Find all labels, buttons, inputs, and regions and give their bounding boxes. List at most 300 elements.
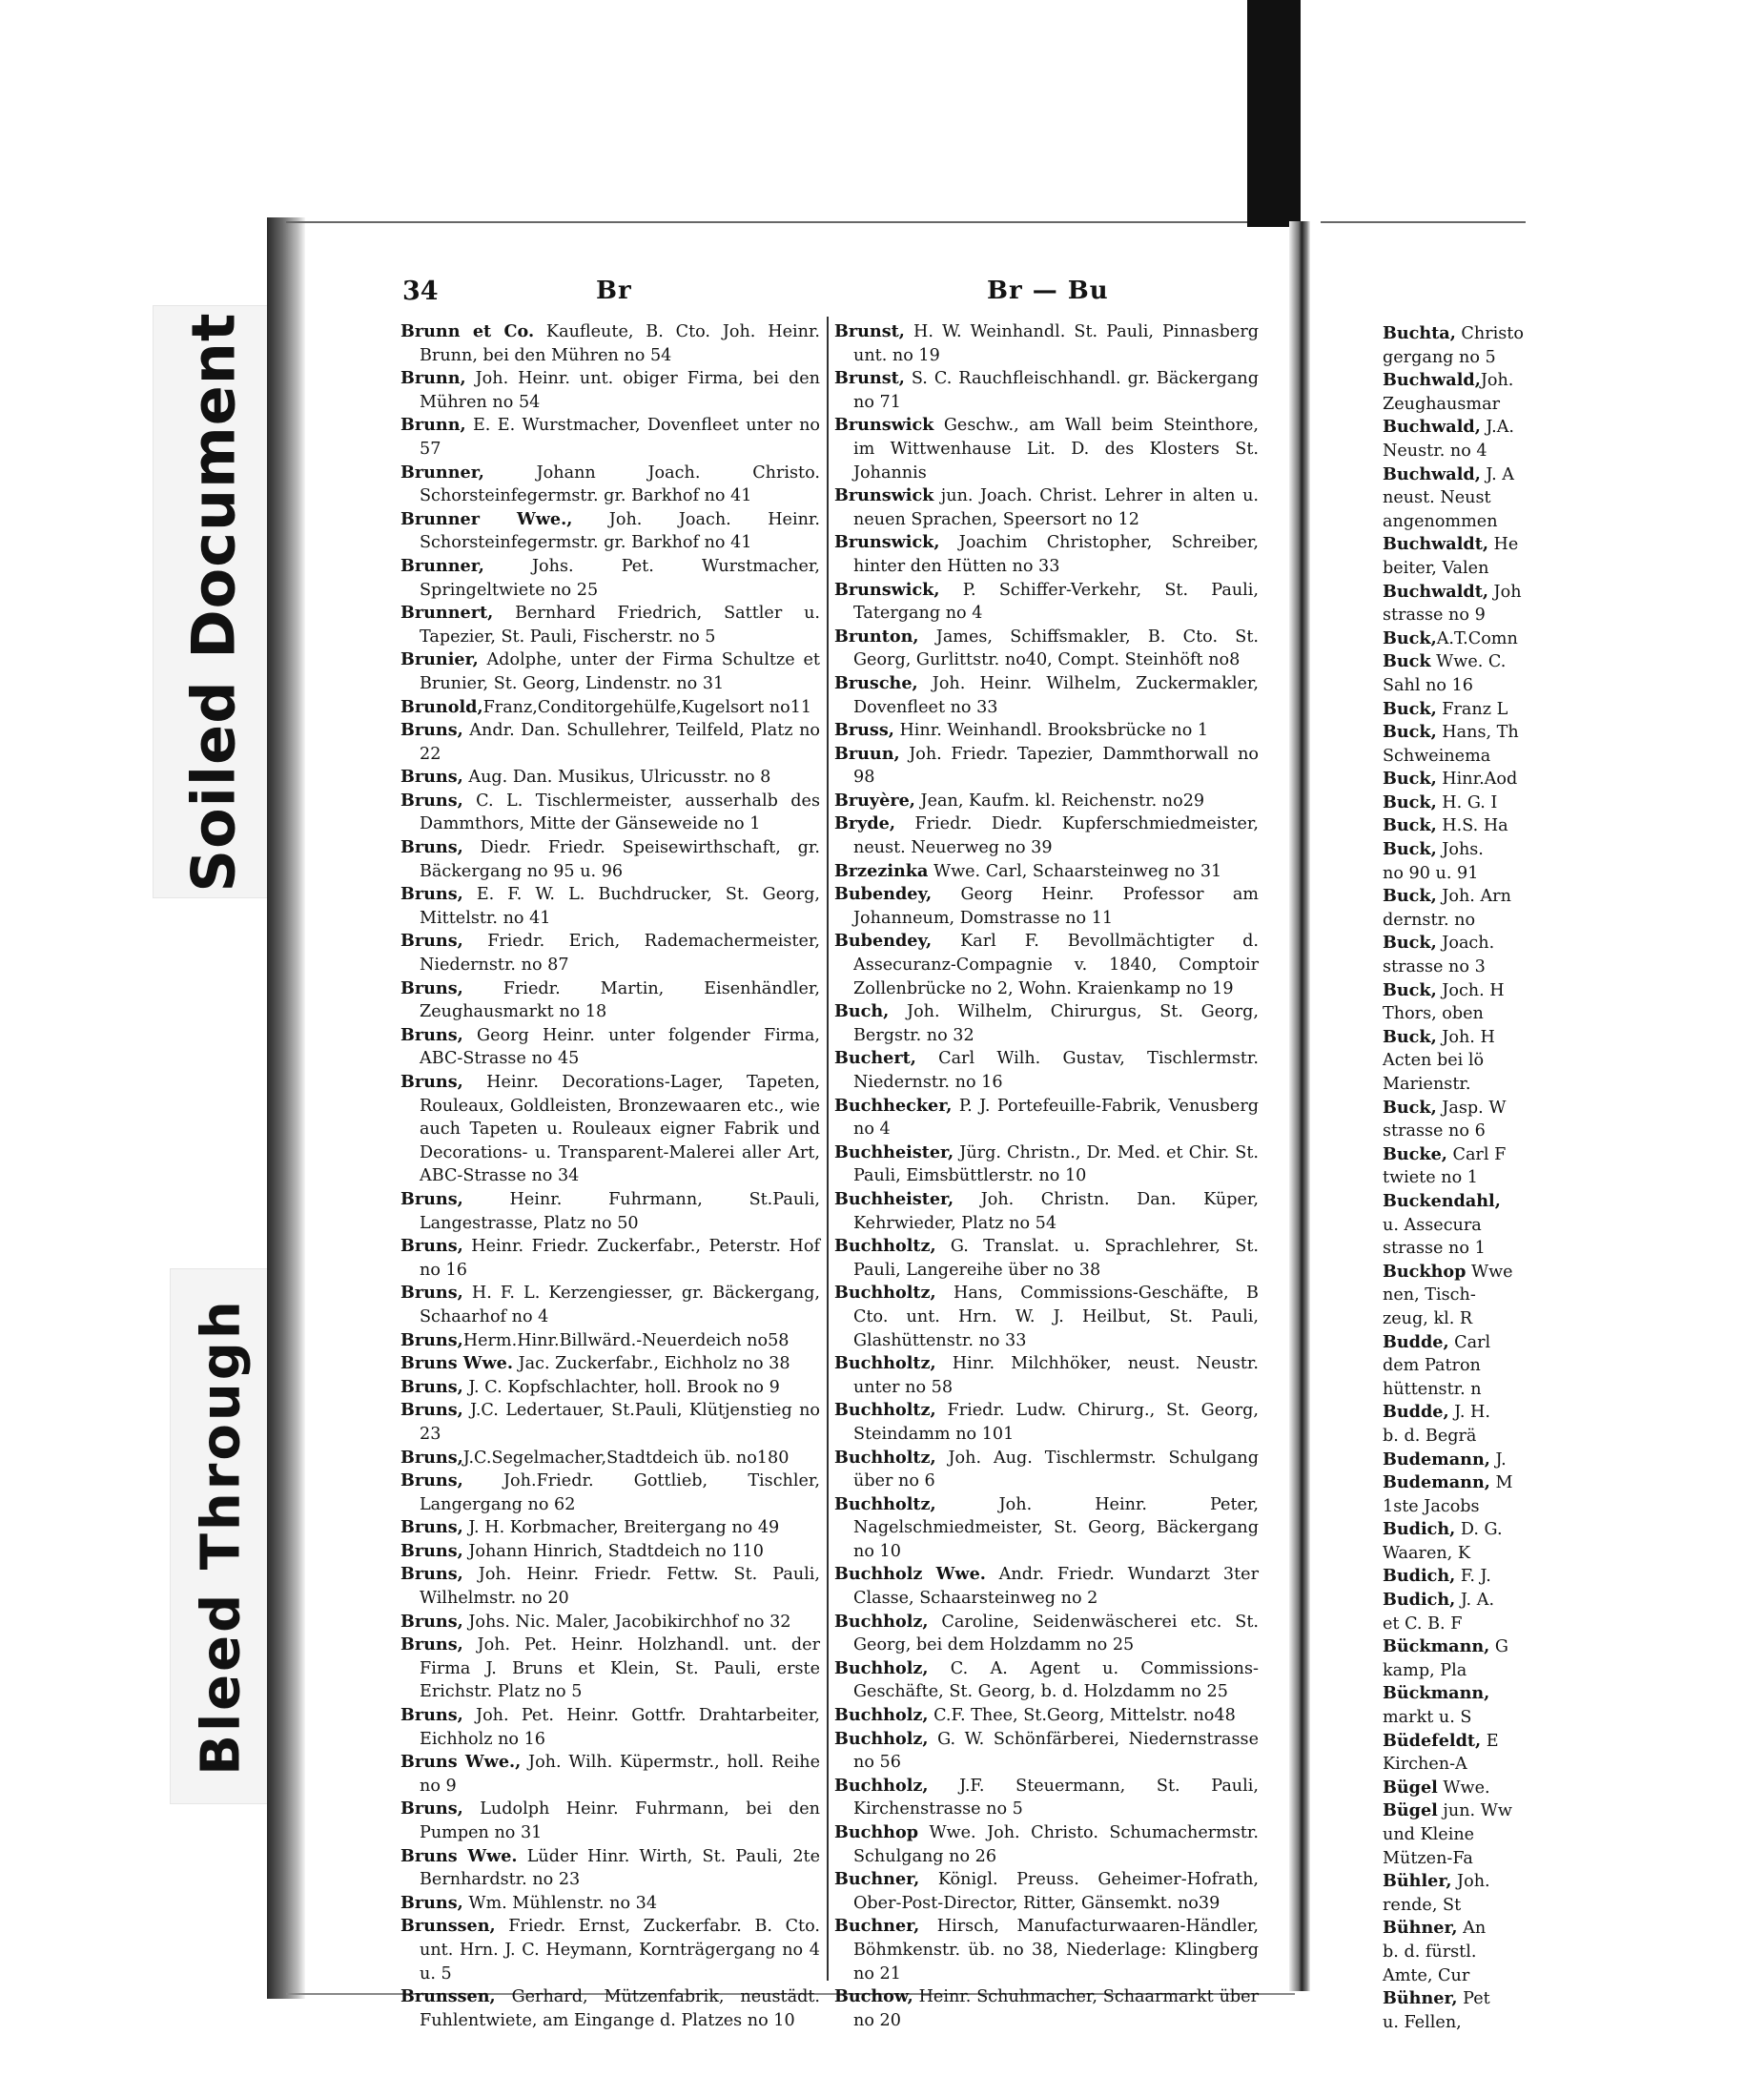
directory-entry xyxy=(834,1657,1259,1704)
entry-details: rende, St xyxy=(1383,1895,1462,1915)
directory-entry xyxy=(834,743,1259,790)
directory-entry xyxy=(834,1188,1259,1235)
directory-entry xyxy=(1383,1120,1764,1143)
directory-entry xyxy=(400,1798,820,1844)
directory-entry xyxy=(1383,650,1764,674)
left-column xyxy=(400,320,820,2032)
directory-entry xyxy=(1383,1964,1764,1988)
entry-name: Buck, xyxy=(1383,979,1437,1000)
entry-details: D. G. xyxy=(1455,1520,1503,1540)
entry-name: Bruns, xyxy=(400,1705,463,1726)
entry-name: Buckhop xyxy=(1383,1261,1467,1282)
entry-name: Brunnert, xyxy=(400,603,494,624)
directory-entry xyxy=(1383,1847,1764,1871)
entry-name: Buchholz, xyxy=(834,1657,929,1678)
directory-entry xyxy=(400,1399,820,1446)
entry-details: E xyxy=(1481,1731,1499,1751)
entry-name: Brunswick xyxy=(834,485,934,506)
entry-name: Buchwald, xyxy=(1383,463,1481,484)
directory-entry xyxy=(400,1540,820,1564)
directory-entry xyxy=(1383,1777,1764,1800)
entry-name: Buchholtz, xyxy=(834,1400,936,1421)
entry-name: Buchholtz, xyxy=(834,1447,936,1468)
directory-entry xyxy=(1383,1730,1764,1754)
entry-name: Buchwald, xyxy=(1383,370,1481,391)
entry-details: Heinr. Decorations-Lager, Tapeten, Rouleaux, Goldleisten, Bronzewaaren etc., wie auch Tapeten u. Rouleaux eigner Fabrik und Decorations- u. Transparent-Malerei aller Art, ABC-Strasse no 34 xyxy=(420,1073,820,1186)
entry-details: Joh. Heinr. Wilhelm, Zuckermakler, Dovenfleet no 33 xyxy=(853,673,1259,717)
directory-entry xyxy=(400,1024,820,1071)
entry-name: Buck, xyxy=(1383,722,1437,743)
directory-entry xyxy=(400,462,820,508)
directory-entry xyxy=(1383,1026,1764,1050)
entry-name: Büdefeldt, xyxy=(1383,1730,1482,1751)
entry-name: Buchwaldt, xyxy=(1383,581,1488,602)
entry-name: Buck, xyxy=(1383,627,1437,648)
directory-entry xyxy=(834,414,1259,484)
entry-details: James, Schiffsmakler, B. Cto. St. Georg, Gurlittstr. no40, Compt. Steinhöft no8 xyxy=(853,627,1259,670)
entry-details: P. Schiffer-Verkehr, St. Pauli, Tatergang no 4 xyxy=(853,580,1259,624)
entry-name: Buchhecker, xyxy=(834,1095,953,1116)
directory-entry xyxy=(834,1235,1259,1282)
directory-entry xyxy=(1383,1987,1764,2011)
entry-name: Brunssen, xyxy=(400,1916,496,1937)
entry-details: Jac. Zuckerfabr., Eichholz no 38 xyxy=(512,1354,790,1374)
entry-details: E. F. W. L. Buchdrucker, St. Georg, Mittelstr. no 41 xyxy=(420,885,820,928)
entry-details: Aug. Dan. Musikus, Ulricusstr. no 8 xyxy=(462,768,771,788)
entry-name: Buchholtz, xyxy=(834,1353,936,1374)
directory-entry xyxy=(400,1751,820,1798)
directory-entry xyxy=(1383,510,1764,534)
entry-details: Joachim Christopher, Schreiber, hinter den Hütten no 33 xyxy=(853,533,1259,576)
facing-page xyxy=(1321,221,1526,2032)
directory-entry xyxy=(1383,674,1764,698)
entry-name: Buch, xyxy=(834,1001,890,1022)
entry-name: Buchholtz, xyxy=(834,1493,936,1514)
entry-name: Budich, xyxy=(1383,1590,1456,1611)
entry-name: Brunswick xyxy=(834,415,934,436)
directory-entry xyxy=(1383,1917,1764,1941)
entry-details: Georg Heinr. Professor am Johanneum, Domstrasse no 11 xyxy=(853,885,1259,928)
directory-entry xyxy=(1383,1894,1764,1918)
entry-details: strasse no 3 xyxy=(1383,957,1486,977)
directory-entry xyxy=(1383,627,1764,651)
entry-details: Geschw., am Wall beim Steinthore, im Wittwenhause Lit. D. des Klosters St. Johannis xyxy=(853,416,1259,483)
directory-entry xyxy=(400,1634,820,1704)
entry-details: C. A. Agent u. Commissions-Geschäfte, St. Georg, b. d. Holzdamm no 25 xyxy=(853,1658,1259,1702)
right-column xyxy=(834,320,1259,2032)
directory-entry xyxy=(400,1329,820,1353)
directory-entry xyxy=(834,790,1259,813)
directory-entry xyxy=(1383,862,1764,886)
entry-name: Bruns Wwe. xyxy=(400,1353,513,1374)
entry-details: neust. Neust xyxy=(1383,488,1491,508)
directory-entry xyxy=(1383,1002,1764,1026)
entry-details: Mützen-Fa xyxy=(1383,1848,1473,1868)
entry-details: Andr. Dan. Schullehrer, Teilfeld, Platz no 22 xyxy=(420,721,820,764)
directory-entry xyxy=(1383,1378,1764,1402)
entry-details: An xyxy=(1457,1919,1487,1939)
directory-entry xyxy=(834,812,1259,859)
entry-name: Budemann, xyxy=(1383,1472,1490,1493)
entry-details: Heinr. Friedr. Zuckerfabr., Peterstr. Hof no 16 xyxy=(420,1237,820,1280)
directory-entry xyxy=(1383,1261,1764,1285)
entry-name: Bruns, xyxy=(400,1236,463,1257)
directory-entry xyxy=(834,1563,1259,1610)
entry-details: Joh. Pet. Heinr. Gottfr. Drahtarbeiter, Eichholz no 16 xyxy=(420,1706,820,1749)
entry-name: Bruns, xyxy=(400,1072,463,1092)
entry-name: Brunier, xyxy=(400,649,479,670)
directory-entry xyxy=(400,648,820,695)
entry-details: P. J. Portefeuille-Fabrik, Venusberg no 4 xyxy=(853,1096,1259,1140)
directory-entry xyxy=(400,1235,820,1282)
directory-entry xyxy=(834,484,1259,531)
directory-entry xyxy=(1383,1401,1764,1425)
entry-details: Thors, oben xyxy=(1383,1004,1484,1024)
column-divider xyxy=(827,317,829,1981)
entry-details: hüttenstr. n xyxy=(1383,1379,1482,1399)
entry-name: Buchholz Wwe. xyxy=(834,1564,986,1585)
entry-details: J. A xyxy=(1480,464,1514,484)
directory-entry xyxy=(1383,1659,1764,1683)
entry-name: Budich, xyxy=(1383,1566,1456,1587)
entry-details: Herm.Hinr.Billwärd.-Neuerdeich no58 xyxy=(462,1330,790,1350)
entry-name: Buchert, xyxy=(834,1048,916,1069)
directory-entry xyxy=(834,626,1259,672)
entry-details: nen, Tisch- xyxy=(1383,1285,1476,1305)
entry-details: Johs. Pet. Wurstmacher, Springeltwiete no 25 xyxy=(420,556,820,600)
entry-name: Bruns, xyxy=(400,1634,463,1655)
entry-details: Wwe xyxy=(1466,1262,1513,1282)
entry-name: Buchholz, xyxy=(834,1775,929,1796)
entry-details: Jürg. Christn., Dr. Med. et Chir. St. Pauli, Eimsbüttlerstr. no 10 xyxy=(853,1142,1259,1186)
directory-entry xyxy=(1383,979,1764,1003)
entry-details: strasse no 9 xyxy=(1383,606,1486,626)
entry-details: Joh.Friedr. Gottlieb, Tischler, Langergang no 62 xyxy=(420,1471,820,1514)
directory-entry xyxy=(400,1563,820,1610)
entry-name: Bruns, xyxy=(400,1799,463,1819)
entry-details: Joh. Joach. Heinr. Schorsteinfegermstr. gr. Barkhof no 41 xyxy=(420,509,820,553)
entry-details: Kirchen-A xyxy=(1383,1755,1467,1775)
entry-details: 1ste Jacobs xyxy=(1383,1496,1480,1516)
directory-entry xyxy=(834,367,1259,414)
entry-details: Heinr. Fuhrmann, St.Pauli, Langestrasse, Platz no 50 xyxy=(420,1189,820,1233)
directory-entry xyxy=(1383,814,1764,838)
entry-name: Bruns Wwe., xyxy=(400,1752,522,1773)
directory-entry xyxy=(400,1071,820,1188)
directory-entry xyxy=(1383,698,1764,722)
directory-entry xyxy=(400,883,820,930)
entry-details: Hinr.Aod xyxy=(1436,770,1518,790)
bleed-through-label: Bleed Through xyxy=(190,1297,253,1776)
entry-name: Bruns, xyxy=(400,1892,463,1913)
entry-details: no 90 u. 91 xyxy=(1383,863,1479,883)
directory-entry xyxy=(1383,1589,1764,1613)
directory-entry xyxy=(400,414,820,461)
entry-details: J.F. Steuermann, St. Pauli, Kirchenstrasse no 5 xyxy=(853,1776,1259,1819)
entry-details: Joh. Aug. Tischlermstr. Schulgang über no 6 xyxy=(853,1448,1259,1491)
entry-details: Ludolph Heinr. Fuhrmann, bei den Pumpen no 31 xyxy=(420,1799,820,1842)
entry-name: Bruns, xyxy=(400,931,463,952)
entry-details: Bernhard Friedrich, Sattler u. Tapezier, St. Pauli, Fischerstr. no 5 xyxy=(420,604,820,647)
directory-entry xyxy=(1383,1518,1764,1542)
directory-entry xyxy=(1383,956,1764,979)
entry-details: Joh. Heinr. Friedr. Fettw. St. Pauli, Wilhelmstr. no 20 xyxy=(420,1565,820,1609)
directory-entry xyxy=(1383,1190,1764,1214)
entry-details: u. Fellen, xyxy=(1383,2012,1462,2032)
entry-details: Johann Joach. Christo. Schorsteinfegermstr. gr. Barkhof no 41 xyxy=(420,462,820,506)
directory-entry xyxy=(400,766,820,790)
entry-details: Wm. Mühlenstr. no 34 xyxy=(462,1893,658,1913)
entry-name: Buchholtz, xyxy=(834,1283,936,1304)
directory-entry xyxy=(1383,322,1764,346)
entry-details: Carl xyxy=(1448,1332,1491,1352)
entry-name: Bruns, xyxy=(400,1283,463,1304)
entry-name: Buck xyxy=(1383,651,1431,672)
entry-name: Budde, xyxy=(1383,1402,1449,1423)
entry-details: S. C. Rauchfleischhandl. gr. Bäckergang no 71 xyxy=(853,369,1259,412)
directory-entry xyxy=(400,1985,820,2032)
entry-details: Joh. xyxy=(1451,1872,1490,1892)
entry-name: Buck, xyxy=(1383,815,1437,836)
entry-name: Buchner, xyxy=(834,1916,920,1937)
entry-details: Acten bei lö xyxy=(1383,1051,1485,1071)
entry-details: Wwe. Carl, Schaarsteinweg no 31 xyxy=(928,861,1222,881)
entry-details: Hinr. Weinhandl. Brooksbrücke no 1 xyxy=(893,721,1209,741)
entry-name: Budemann, xyxy=(1383,1449,1490,1470)
entry-details: Friedr. Ernst, Zuckerfabr. B. Cto. unt. Hrn. J. C. Heymann, Kornträgergang no 4 u. 5 xyxy=(420,1917,820,1984)
entry-details: twiete no 1 xyxy=(1383,1168,1478,1188)
directory-entry xyxy=(834,579,1259,626)
directory-entry xyxy=(834,1704,1259,1728)
entry-name: Bügel xyxy=(1383,1800,1438,1821)
directory-entry xyxy=(400,1915,820,1985)
entry-details: Friedr. Erich, Rademachermeister, Niedernstr. no 87 xyxy=(420,932,820,976)
entry-name: Buchholz, xyxy=(834,1728,929,1749)
entry-details: Lüder Hinr. Wirth, St. Pauli, 2te Bernhardstr. no 23 xyxy=(420,1846,820,1890)
entry-details: dem Patron xyxy=(1383,1356,1481,1376)
directory-entry xyxy=(834,1728,1259,1775)
entry-name: Bühner, xyxy=(1383,1988,1458,2009)
entry-details: G xyxy=(1489,1637,1508,1657)
directory-entry xyxy=(834,672,1259,719)
entry-name: Bruns, xyxy=(400,790,463,811)
directory-entry xyxy=(1383,1495,1764,1519)
directory-entry xyxy=(400,696,820,720)
entry-name: Bruns, xyxy=(400,1188,463,1209)
entry-details: Joh xyxy=(1487,582,1522,602)
directory-entry xyxy=(400,602,820,648)
directory-entry xyxy=(1383,2011,1764,2035)
directory-entry xyxy=(1383,557,1764,581)
directory-entry xyxy=(834,531,1259,578)
directory-entry xyxy=(834,1821,1259,1868)
entry-name: Bruss, xyxy=(834,720,894,741)
entry-name: Buchner, xyxy=(834,1869,920,1890)
entry-details: Carl F xyxy=(1446,1144,1507,1164)
directory-entry xyxy=(1383,604,1764,627)
entry-details: Wwe. Joh. Christo. Schumachermstr. Schulgang no 26 xyxy=(853,1823,1259,1866)
entry-details: H. F. L. Kerzengiesser, gr. Bäckergang, Schaarhof no 4 xyxy=(420,1284,820,1326)
directory-entry xyxy=(400,1892,820,1916)
entry-name: Brunst, xyxy=(834,321,905,341)
directory-entry xyxy=(1383,1706,1764,1730)
directory-entry xyxy=(1383,533,1764,557)
directory-entry xyxy=(400,320,820,367)
entry-name: Buck, xyxy=(1383,1097,1437,1118)
entry-details: angenommen xyxy=(1383,511,1498,531)
entry-details: Joh. Arn xyxy=(1436,887,1511,907)
entry-name: Buchwaldt, xyxy=(1383,534,1488,555)
entry-name: Bruun, xyxy=(834,743,900,764)
entry-name: Brunner, xyxy=(400,462,484,483)
entry-details: M xyxy=(1489,1473,1513,1493)
directory-entry xyxy=(834,1447,1259,1493)
directory-entry xyxy=(1383,745,1764,769)
entry-details: Königl. Preuss. Geheimer-Hofrath, Ober-Post-Director, Ritter, Gänsemkt. no39 xyxy=(853,1870,1259,1913)
entry-details: Neustr. no 4 xyxy=(1383,441,1487,461)
directory-entry xyxy=(1383,463,1764,487)
directory-entry xyxy=(400,1376,820,1400)
entry-name: Bückmann, xyxy=(1383,1683,1490,1704)
entry-name: Bühler, xyxy=(1383,1871,1452,1892)
directory-entry xyxy=(1383,1143,1764,1167)
entry-details: C.F. Thee, St.Georg, Mittelstr. no48 xyxy=(928,1706,1236,1726)
entry-details: Carl Wilh. Gustav, Tischlermstr. Niedernstr. no 16 xyxy=(853,1049,1259,1092)
directory-entry xyxy=(834,1047,1259,1094)
entry-details: J. H. Korbmacher, Breitergang no 49 xyxy=(462,1518,780,1538)
entry-details: b. d. Begrä xyxy=(1383,1426,1477,1446)
entry-details: Sahl no 16 xyxy=(1383,675,1473,695)
entry-name: Buchholtz, xyxy=(834,1236,936,1257)
directory-entry xyxy=(400,790,820,836)
entry-details: Pet xyxy=(1457,1989,1490,2009)
directory-entry xyxy=(834,1095,1259,1141)
entry-name: Bruns, xyxy=(400,837,463,858)
entry-details: Johs. xyxy=(1436,840,1484,860)
entry-details: Friedr. Ludw. Chirurg., St. Georg, Steindamm no 101 xyxy=(853,1401,1259,1444)
entry-name: Budich, xyxy=(1383,1519,1456,1540)
directory-entry xyxy=(834,1915,1259,1985)
entry-name: Budde, xyxy=(1383,1331,1449,1352)
entry-details: Adolphe, unter der Firma Schultze et Brunier, St. Georg, Lindenstr. no 31 xyxy=(420,650,820,693)
entry-details: H.S. Ha xyxy=(1436,816,1508,836)
directory-entry xyxy=(400,1611,820,1634)
entry-details: J. xyxy=(1489,1449,1507,1470)
running-head-left: Br xyxy=(596,277,632,305)
directory-entry xyxy=(834,1775,1259,1821)
entry-details: J. C. Kopfschlachter, holl. Brook no 9 xyxy=(462,1377,780,1397)
directory-entry xyxy=(834,1141,1259,1188)
entry-name: Buck, xyxy=(1383,769,1437,790)
entry-details: Jean, Kaufm. kl. Reichenstr. no29 xyxy=(914,791,1205,811)
directory-entry xyxy=(834,860,1259,884)
directory-entry xyxy=(1383,1307,1764,1331)
entry-name: Brunn, xyxy=(400,415,466,436)
entry-name: Buck, xyxy=(1383,698,1437,719)
entry-details: Hans, Commissions-Geschäfte, B Cto. unt. Hrn. W. J. Heilbut, St. Pauli, Glashüttenstr. no 33 xyxy=(853,1284,1259,1350)
facing-page-column xyxy=(1383,322,1764,2034)
directory-entry xyxy=(400,1447,820,1470)
entry-name: Bruns, xyxy=(400,1540,463,1561)
entry-name: Buck, xyxy=(1383,933,1437,954)
entry-details: J. H. xyxy=(1448,1403,1490,1423)
entry-name: Buchheister, xyxy=(834,1188,954,1209)
entry-name: Brunst, xyxy=(834,368,905,389)
directory-entry xyxy=(834,1985,1259,2032)
directory-entry xyxy=(1383,393,1764,417)
directory-entry xyxy=(400,1516,820,1540)
entry-details: Joch. H xyxy=(1436,980,1505,1000)
directory-entry xyxy=(1383,1237,1764,1261)
entry-name: Brunssen, xyxy=(400,1986,496,2007)
entry-name: Bühner, xyxy=(1383,1918,1458,1939)
entry-details: Johann Hinrich, Stadtdeich no 110 xyxy=(462,1541,764,1561)
directory-entry xyxy=(1383,1049,1764,1073)
directory-entry xyxy=(400,977,820,1024)
directory-entry xyxy=(1383,768,1764,791)
entry-name: Bruns, xyxy=(400,1400,463,1421)
entry-details: Franz L xyxy=(1436,699,1508,719)
directory-entry xyxy=(1383,346,1764,370)
entry-details: Joh. Heinr. unt. obiger Firma, bei den Mühren no 54 xyxy=(420,369,820,412)
directory-entry xyxy=(1383,581,1764,605)
directory-entry xyxy=(1383,1941,1764,1964)
entry-details: Friedr. Diedr. Kupferschmiedmeister, neust. Neuerweg no 39 xyxy=(853,814,1259,858)
directory-entry xyxy=(1383,909,1764,933)
entry-details: F. J. xyxy=(1455,1567,1491,1587)
entry-details: E. E. Wurstmacher, Dovenfleet unter no 57 xyxy=(420,416,820,459)
entry-name: Buckendahl, xyxy=(1383,1190,1501,1211)
directory-entry xyxy=(1383,791,1764,815)
directory-entry xyxy=(400,508,820,555)
directory-entry xyxy=(834,1493,1259,1564)
entry-details: J. A. xyxy=(1455,1591,1495,1611)
entry-details: Franz,Conditorgehülfe,Kugelsort no11 xyxy=(482,697,812,717)
entry-name: Bügel xyxy=(1383,1777,1438,1798)
entry-name: Bruns, xyxy=(400,1517,463,1538)
entry-details: G. W. Schönfärberei, Niedernstrasse no 56 xyxy=(853,1729,1259,1773)
directory-entry xyxy=(834,1000,1259,1047)
directory-entry xyxy=(1383,1799,1764,1823)
directory-entry xyxy=(834,930,1259,1000)
directory-entry xyxy=(400,836,820,883)
entry-details: Kaufleute, B. Cto. Joh. Heinr. Brunn, bei den Mühren no 54 xyxy=(420,322,821,365)
directory-entry xyxy=(1383,440,1764,463)
entry-details: C. L. Tischlermeister, ausserhalb des Dammthors, Mitte der Gänseweide no 1 xyxy=(420,791,820,834)
entry-name: Bryde, xyxy=(834,813,895,834)
entry-name: Brzezinka xyxy=(834,860,929,881)
directory-entry xyxy=(1383,1753,1764,1777)
directory-entry xyxy=(400,1470,820,1516)
entry-name: Buck, xyxy=(1383,1026,1437,1047)
entry-details: G. Translat. u. Sprachlehrer, St. Pauli, Langereihe über no 38 xyxy=(853,1237,1259,1280)
entry-details: Hirsch, Manufacturwaaren-Händler, Böhmkenstr. üb. no 38, Niederlage: Klingberg no 21 xyxy=(853,1917,1259,1984)
entry-details: Diedr. Friedr. Speisewirthschaft, gr. Bäckergang no 95 u. 96 xyxy=(420,838,820,881)
directory-entry xyxy=(1383,1331,1764,1355)
entry-name: Buchholz, xyxy=(834,1705,929,1726)
entry-name: Bubendey, xyxy=(834,931,933,952)
entry-details: Johs. Nic. Maler, Jacobikirchhof no 32 xyxy=(462,1612,791,1632)
directory-entry xyxy=(400,1845,820,1892)
directory-entry xyxy=(400,1704,820,1751)
running-head-right: Br — Bu xyxy=(987,277,1109,305)
entry-name: Bruns, xyxy=(400,1611,463,1632)
entry-details: Joh. Christn. Dan. Küper, Kehrwieder, Platz no 54 xyxy=(853,1189,1259,1233)
entry-name: Brunn et Co. xyxy=(400,321,535,341)
entry-details: Zeughausmar xyxy=(1383,394,1500,414)
entry-details: Schweinema xyxy=(1383,746,1491,766)
entry-name: Buchhop xyxy=(834,1822,918,1842)
